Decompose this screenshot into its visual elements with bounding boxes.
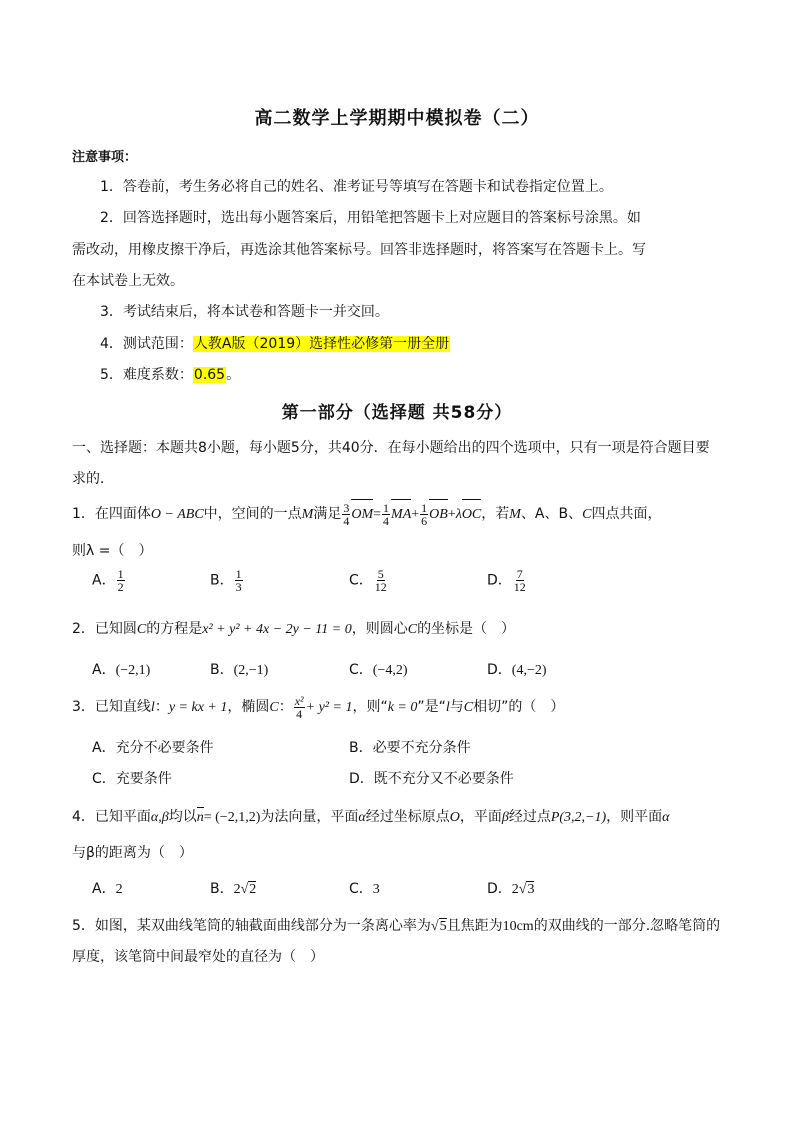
q2-text: ，则圆心 [351,621,408,637]
option-a[interactable]: A．(−2,1) [92,662,151,678]
page-title: 高二数学上学期期中模拟卷（二） [254,108,540,129]
notice-item-5-suffix: 。 [226,367,241,383]
notice-item-5 [100,364,240,384]
q5-focal-distance: 10cm [502,919,534,934]
question-4-stem-cont: 与β的距离为（ ） [72,845,193,861]
notice-item-3: 3．考试结束后，将本试卷和答题卡一并交回。 [100,304,389,320]
notice-item-2-end: 在本试卷上无效。 [72,273,184,289]
q1-tetrahedron: O − ABC [150,507,204,522]
q5-text: 5．如图，某双曲线笔筒的轴截面曲线部分为一条离心率为 [72,918,431,934]
q1-text: 满足 [313,506,342,522]
q4-text: 均以 [168,809,197,825]
question-5-stem: 5．如图，某双曲线笔筒的轴截面曲线部分为一条离心率为√5且焦距为10cm的双曲线的一部分.忽略笔筒的 [72,918,721,934]
question-5-stem-cont: 厚度，该笔筒中间最窄处的直径为（ ） [72,949,324,965]
q1-vector-oc: OC [462,502,481,528]
question-1-stem-cont: 则λ =（ ） [72,543,153,559]
q1-plus: + [411,507,420,522]
option-a[interactable]: A．充分不必要条件 [92,740,214,756]
q2-circle-c: C [407,622,418,637]
option-d[interactable]: D．(4,−2) [487,662,547,678]
notice-item-2: 2．回答选择题时，选出每小题答案后，用铅笔把答题卡上对应题目的答案标号涂黑。如 [100,210,641,226]
q4-point-p: P(3,2,−1) [550,810,607,825]
q4-text: ，则平面 [606,809,663,825]
question-2-stem [72,618,515,638]
section-intro-line-1: 一、选择题：本题共8小题，每小题5分，共40分．在每小题给出的四个选项中，只有一项是符合题目要 [72,440,710,456]
option-d[interactable]: D．2√3 [487,881,535,897]
q4-text: 经过点 [508,809,551,825]
q3-text: ，则“ [352,699,388,715]
difficulty-value: 0.65 [193,367,226,383]
q2-text: 2．已知圆 [72,621,137,637]
option-c[interactable]: C． $\frac{5}{12}$ [349,567,387,594]
section-title: 第一部分（选择题 共58分） [281,403,513,423]
q1-vector-ob: OB [429,502,448,528]
q4-planes: α,β [150,810,169,825]
option-b[interactable]: B．2√2 [210,881,257,897]
option-b[interactable]: B．(2,−1) [210,662,269,678]
notice-item-4 [100,333,450,353]
notice-item-4-prefix: 4．测试范围： [100,336,193,352]
q3-ellipse-frac: $\frac{\text{x²}}{4}$ [294,693,304,721]
q5-eccentricity: 5 [439,919,447,934]
q4-origin: O [449,810,460,825]
q1-equals: = [373,507,382,522]
q2-circle-equation: x² + y² + 4x − 2y − 11 = 0 [202,622,352,637]
q3-ellipse-c: C [463,700,474,715]
q2-circle-c: C [136,622,147,637]
q3-condition: k = 0 [387,700,418,715]
q3-line-l: l [150,700,155,715]
q3-text: ： [278,699,293,715]
q1-text: 四点共面， [591,506,662,522]
q1-lambda: λ [455,507,462,522]
q1-plus: + [447,507,456,522]
q1-point-m: M [509,507,521,522]
q5-text: 的双曲线的一部分.忽略笔筒的 [533,918,721,934]
question-3-stem [72,694,564,721]
option-b[interactable]: B．必要不充分条件 [349,740,471,756]
q4-normal-vector: n [196,810,204,825]
section-intro-line-2: 求的． [72,471,114,487]
q4-text: 4．已知平面 [72,809,151,825]
option-d[interactable]: D．既不充分又不必要条件 [349,771,514,787]
q4-text: ，平面 [459,809,502,825]
q1-vector-ma: MA [391,502,411,528]
notice-item-2-cont: 需改动，用橡皮擦干净后，再选涂其他答案标号。回答非选择题时，将答案写在答题卡上。写 [72,242,646,258]
q3-ellipse-c: C [269,700,279,715]
q1-text: 、A、B、 [520,506,583,522]
q1-point-m: M [301,507,314,522]
q3-text: ”是“ [417,699,446,715]
q3-text: 3．已知直线 [72,699,151,715]
q3-text: 与 [449,699,464,715]
q4-text: 为法向量，平面 [260,809,359,825]
question-1-stem [72,501,661,528]
option-d[interactable]: D． $\frac{7}{12}$ [487,567,526,594]
q1-coef-frac: $\frac{3}{4}$ [343,500,350,528]
option-c[interactable]: C．充要条件 [92,771,172,787]
q1-text: ，若 [481,506,510,522]
notice-item-1: 1．答卷前，考生务必将自己的姓名、准考证号等填写在答题卡和试卷指定位置上。 [100,179,613,195]
option-a[interactable]: A． $\frac{1}{2}$ [92,567,124,594]
option-c[interactable]: C．3 [349,881,380,897]
q3-text: ： [154,699,169,715]
q4-plane-beta: β [501,810,509,825]
q1-coef-frac: $\frac{1}{6}$ [421,500,428,528]
q5-text: 且焦距为 [446,918,503,934]
notice-heading: 注意事项： [72,150,138,165]
test-scope-highlight: 人教A版（2019）选择性必修第一册全册 [193,336,450,352]
q3-line-equation: y = kx + 1 [168,700,228,715]
q3-ellipse-equation: + y² = 1 [305,700,353,715]
option-a[interactable]: A．2 [92,881,123,897]
question-4-stem [72,806,670,826]
q1-coef-frac: $\frac{1}{4}$ [383,500,390,528]
q1-text: 1．在四面体 [72,506,151,522]
q4-plane-alpha: α [358,810,366,825]
q3-text: ，椭圆 [227,699,270,715]
q1-vector-om: OM [351,502,373,528]
q2-text: 的方程是 [146,621,203,637]
q4-plane-alpha: α [662,810,670,825]
q4-text: 经过坐标原点 [365,809,450,825]
q1-text: 中，空间的一点 [203,506,302,522]
q2-text: 的坐标是（ ） [417,621,516,637]
q3-line-l: l [445,700,450,715]
q4-vector-value: = (−2,1,2) [203,810,261,825]
option-b[interactable]: B． $\frac{1}{3}$ [210,567,242,594]
q1-point-c: C [582,507,592,522]
notice-item-5-prefix: 5．难度系数： [100,367,193,383]
q3-text: 相切”的（ ） [473,699,565,715]
option-c[interactable]: C．(−4,2) [349,662,408,678]
